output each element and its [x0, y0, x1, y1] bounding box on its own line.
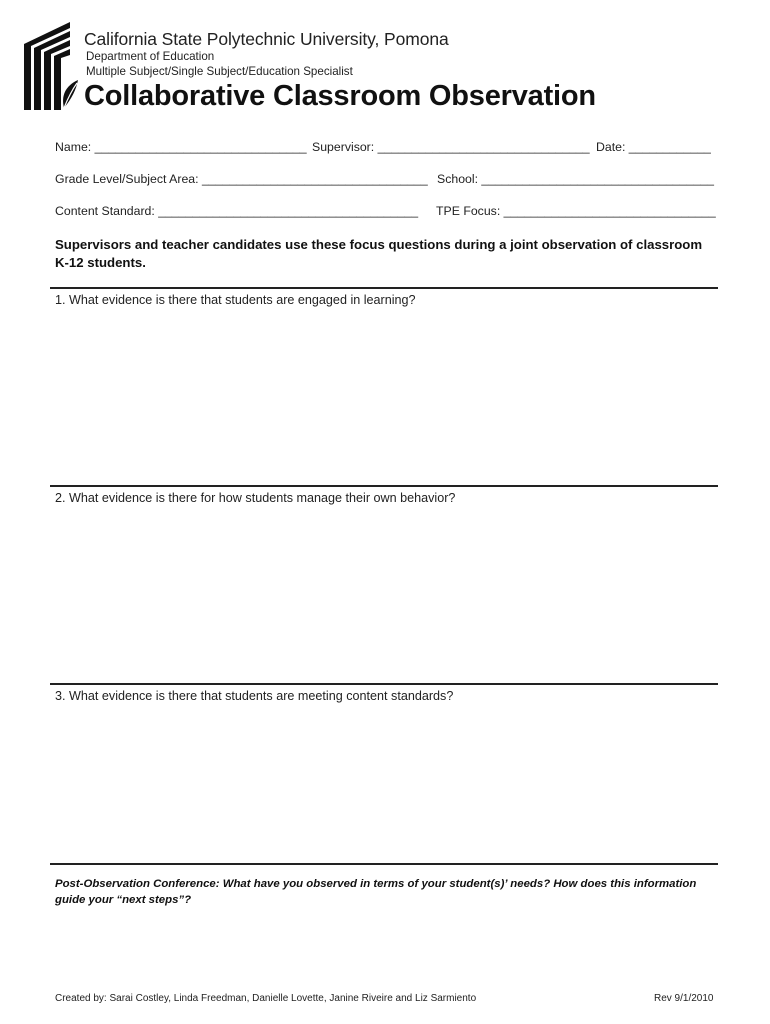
section-divider: [50, 287, 718, 289]
credits-text: Created by: Sarai Costley, Linda Freedman, Danielle Lovette, Janine Riveire and Liz Sarmiento: [55, 993, 477, 1004]
date-field[interactable]: Date: ____________: [596, 140, 711, 154]
question-2: 2. What evidence is there for how students manage their own behavior?: [55, 491, 456, 505]
supervisor-field[interactable]: Supervisor: _______________________________: [312, 140, 590, 154]
department-name: Department of Education: [86, 50, 215, 63]
section-divider: [50, 683, 718, 685]
section-divider: [50, 485, 718, 487]
question-2-answer-area[interactable]: [55, 510, 715, 680]
instructions-text: Supervisors and teacher candidates use these focus questions during a joint observation of classroom K-12 students.: [55, 237, 703, 270]
post-observation-prompt: Post-Observation Conference: What have you observed in terms of your student(s)’ needs? How does this information guide your “next steps”?: [55, 878, 697, 906]
university-name: California State Polytechnic University, Pomona: [84, 29, 449, 49]
section-divider: [50, 863, 718, 865]
post-observation-answer-area[interactable]: [55, 912, 715, 982]
form-title: Collaborative Classroom Observation: [84, 80, 596, 112]
content-standard-field[interactable]: Content Standard: ______________________________________: [55, 204, 419, 218]
grade-level-subject-field[interactable]: Grade Level/Subject Area: _________________________________: [55, 172, 428, 186]
tpe-focus-field[interactable]: TPE Focus: _______________________________: [436, 204, 716, 218]
question-1-answer-area[interactable]: [55, 312, 715, 482]
school-field[interactable]: School: __________________________________: [437, 172, 714, 186]
question-3-answer-area[interactable]: [55, 708, 715, 858]
question-1: 1. What evidence is there that students are engaged in learning?: [55, 293, 416, 307]
question-3: 3. What evidence is there that students are meeting content standards?: [55, 689, 454, 703]
program-names: Multiple Subject/Single Subject/Education Specialist: [86, 65, 353, 78]
revision-date: Rev 9/1/2010: [654, 993, 714, 1004]
cpp-university-logo-icon: [24, 22, 80, 110]
name-field[interactable]: Name: _______________________________: [55, 140, 307, 154]
